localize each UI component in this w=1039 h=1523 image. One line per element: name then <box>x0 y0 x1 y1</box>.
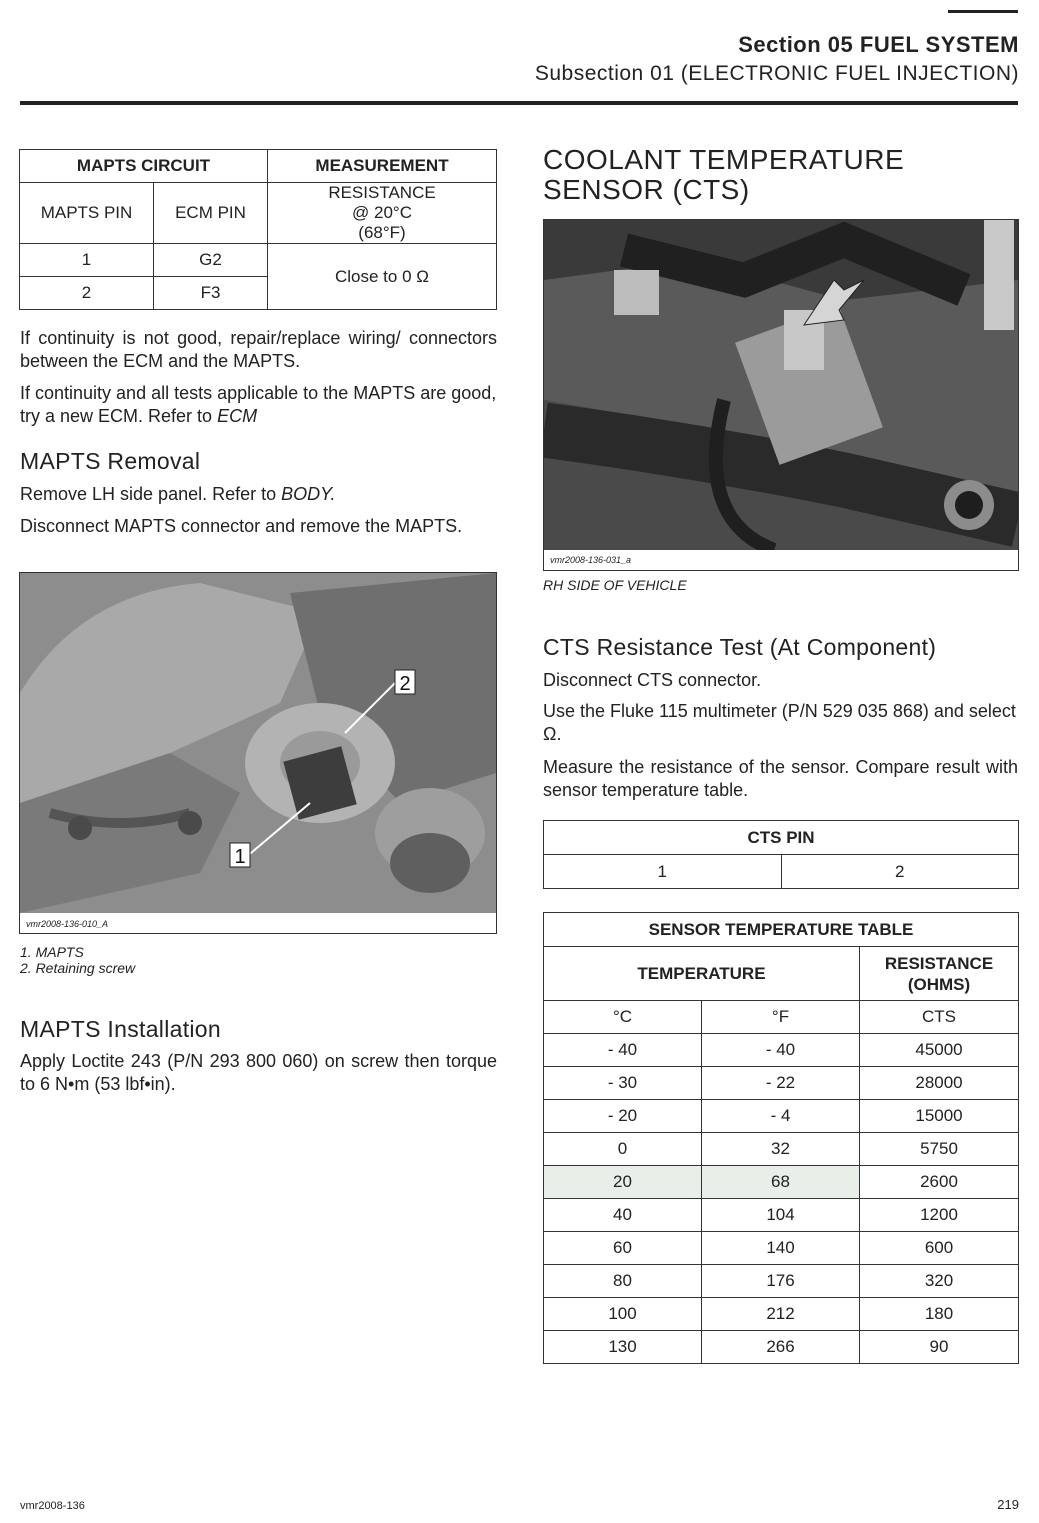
table-cell: F3 <box>154 277 268 310</box>
removal-step-1 <box>20 483 497 506</box>
table-cell: 180 <box>860 1298 1019 1331</box>
table-cell: 1200 <box>860 1199 1019 1232</box>
measurement-value: Close to 0 Ω <box>268 244 497 310</box>
continuity-paragraph: If continuity is not good, repair/replace wiring/ connectors between the ECM and the MAPTS. <box>20 328 497 371</box>
table-row <box>544 1067 1019 1100</box>
table-cell: - 40 <box>702 1034 860 1067</box>
header-divider <box>20 101 1018 105</box>
table-cell: 32 <box>702 1133 860 1166</box>
table-row <box>544 1034 1019 1067</box>
cts-heading-line2: SENSOR (CTS) <box>543 174 750 205</box>
table-cell: - 22 <box>702 1067 860 1100</box>
table-row <box>544 1133 1019 1166</box>
table-cell: 100 <box>544 1298 702 1331</box>
mapts-circuit-table <box>19 149 497 310</box>
test-step-2: Use the Fluke 115 multimeter (P/N 529 035 868) and select Ω. <box>543 701 1016 744</box>
section-title: Section 05 FUEL SYSTEM <box>738 32 1019 57</box>
table-cell: 68 <box>702 1166 860 1199</box>
table-cell: 28000 <box>860 1067 1019 1100</box>
ecm-paragraph-text: If continuity and all tests applicable to the MAPTS are good, try a new ECM. Refer to <box>20 383 497 426</box>
table-cell: 1 <box>544 855 782 889</box>
table-cell: 104 <box>702 1199 860 1232</box>
resistance-header: RESISTANCE (OHMS) <box>860 947 1019 1001</box>
table-cell: - 4 <box>702 1100 860 1133</box>
unit-f-header: °F <box>702 1001 860 1034</box>
temperature-header: TEMPERATURE <box>544 947 860 1001</box>
page-number: 219 <box>997 1497 1019 1512</box>
unit-c-header: °C <box>544 1001 702 1034</box>
photo-caption: RH SIDE OF VEHICLE <box>543 577 687 593</box>
mapts-photo-image <box>20 573 496 933</box>
table-cell: 1 <box>20 244 154 277</box>
table-cell: 600 <box>860 1232 1019 1265</box>
test-step-3: Measure the resistance of the sensor. Compare result with sensor temperature table. <box>543 757 1018 800</box>
cts-heading-line1: COOLANT TEMPERATURE <box>543 144 905 175</box>
cts-heading <box>543 145 904 205</box>
table-cell: 0 <box>544 1133 702 1166</box>
mapts-photo <box>19 572 497 934</box>
table-cell: G2 <box>154 244 268 277</box>
cts-pin-header: CTS PIN <box>544 821 1019 855</box>
removal-step-1-text: Remove LH side panel. Refer to <box>20 484 282 504</box>
ecm-paragraph <box>20 382 497 428</box>
footer-code: vmr2008-136 <box>20 1500 85 1512</box>
mapts-circuit-header: MAPTS CIRCUIT <box>20 150 268 183</box>
installation-paragraph: Apply Loctite 243 (P/N 293 800 060) on screw then torque to 6 N•m (53 lbf•in). <box>20 1051 497 1094</box>
table-cell: 90 <box>860 1331 1019 1364</box>
table-cell: 266 <box>702 1331 860 1364</box>
table-cell: 5750 <box>860 1133 1019 1166</box>
ecm-pin-subheader: ECM PIN <box>154 183 268 244</box>
removal-step-2: Disconnect MAPTS connector and remove the MAPTS. <box>20 516 463 536</box>
table-cell: 15000 <box>860 1100 1019 1133</box>
ecm-reference: ECM <box>217 406 258 426</box>
table-cell: 60 <box>544 1232 702 1265</box>
mapts-installation-heading: MAPTS Installation <box>20 1016 221 1042</box>
cts-test-heading: CTS Resistance Test (At Component) <box>543 634 937 660</box>
table-cell: 20 <box>544 1166 702 1199</box>
table-cell: 2 <box>781 855 1019 889</box>
table-row <box>544 1199 1019 1232</box>
cts-photo-image <box>544 220 1018 570</box>
sensor-table-title: SENSOR TEMPERATURE TABLE <box>544 913 1019 947</box>
cts-pin-table <box>543 820 1019 889</box>
callout-1: 1 <box>234 846 246 868</box>
mapts-pin-subheader: MAPTS PIN <box>20 183 154 244</box>
legend-item: 1. MAPTS <box>20 944 84 960</box>
table-cell: 45000 <box>860 1034 1019 1067</box>
photo-code: vmr2008-136-010_A <box>26 919 109 929</box>
measurement-header: MEASUREMENT <box>268 150 497 183</box>
resistance-subheader: RESISTANCE @ 20°C (68°F) <box>268 183 497 244</box>
callout-2: 2 <box>399 673 411 695</box>
subsection-title: Subsection 01 (ELECTRONIC FUEL INJECTION) <box>534 62 1019 85</box>
table-cell: 212 <box>702 1298 860 1331</box>
table-row <box>544 1166 1019 1199</box>
body-reference: BODY. <box>281 484 336 504</box>
cts-photo <box>543 219 1019 571</box>
table-row <box>544 1298 1019 1331</box>
table-cell: 40 <box>544 1199 702 1232</box>
table-cell: 176 <box>702 1265 860 1298</box>
table-cell: 2600 <box>860 1166 1019 1199</box>
table-cell: 2 <box>20 277 154 310</box>
table-cell: - 40 <box>544 1034 702 1067</box>
legend-item: 2. Retaining screw <box>20 960 136 976</box>
test-step-1: Disconnect CTS connector. <box>543 670 762 690</box>
table-cell: 320 <box>860 1265 1019 1298</box>
sensor-temperature-table <box>543 912 1019 1364</box>
table-cell: 130 <box>544 1331 702 1364</box>
unit-cts-header: CTS <box>860 1001 1019 1034</box>
table-cell: 80 <box>544 1265 702 1298</box>
table-row <box>544 1331 1019 1364</box>
table-cell: 140 <box>702 1232 860 1265</box>
photo-code: vmr2008-136-031_a <box>550 555 632 565</box>
table-cell: - 20 <box>544 1100 702 1133</box>
header-top-rule <box>948 10 1018 13</box>
table-row <box>544 1100 1019 1133</box>
table-row <box>544 1265 1019 1298</box>
mapts-removal-heading: MAPTS Removal <box>20 448 201 474</box>
table-cell: - 30 <box>544 1067 702 1100</box>
table-row <box>544 1232 1019 1265</box>
